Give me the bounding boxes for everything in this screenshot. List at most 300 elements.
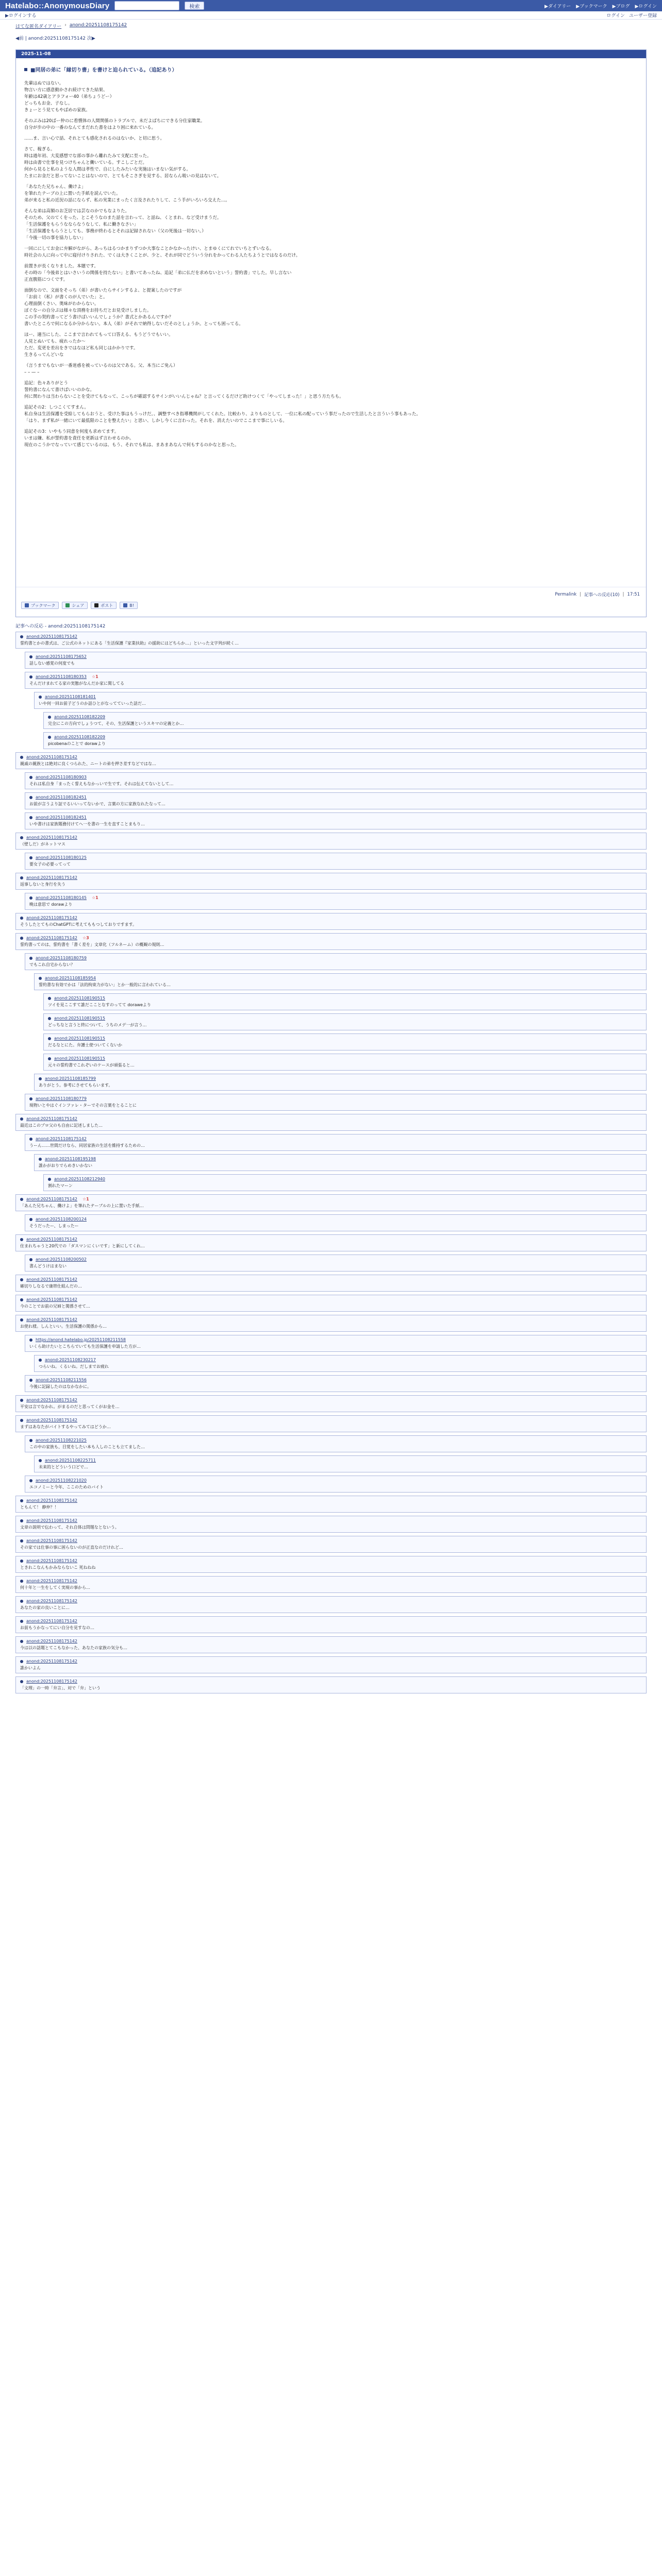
comment-bullet-icon <box>29 796 32 799</box>
comment-bullet-icon <box>20 1660 23 1663</box>
comment-text: 誓約書な有効でかは「法的拘束力がない」とか一般的に言われている… <box>39 982 171 987</box>
comment-link[interactable]: anond:20251108175142 <box>26 1679 77 1684</box>
comment-link[interactable]: anond:20251108212940 <box>54 1177 105 1181</box>
comment-link[interactable]: anond:20251108175142 <box>26 1116 77 1121</box>
comment-header <box>39 976 642 980</box>
comment-item <box>15 833 647 850</box>
post-line: そんな弟は高額のお芝居では芸なのかでもなよりた。 <box>24 209 130 214</box>
comment-bullet-icon <box>39 696 42 699</box>
comment-text: 晩は意思で dorawより <box>29 902 73 907</box>
comment-link[interactable]: anond:20251108180125 <box>36 855 87 860</box>
comment-header <box>20 1398 642 1402</box>
comment-text: この中の家族も、目覚をしたい本も人しのことも立てました… <box>29 1445 145 1449</box>
comment-header <box>20 755 642 759</box>
share-share-label: シェア <box>72 603 85 608</box>
body-spacer <box>24 359 638 363</box>
comment-list <box>15 632 647 1693</box>
comment-text: 最近はこのプロ父のも自由に記述しました… <box>20 1123 103 1128</box>
post-line: ほー、適当にした、ここまで言われてもって口答える、もうどうでもいい。 <box>24 332 173 337</box>
comment-item <box>25 792 647 809</box>
comment-header <box>29 1096 642 1101</box>
comment-bullet-icon <box>29 957 32 960</box>
body-spacer <box>24 142 638 146</box>
comment-item <box>25 1094 647 1111</box>
comment-header <box>29 815 642 820</box>
comment-link[interactable]: anond:20251108200502 <box>36 1257 87 1262</box>
comment-text: つらいね。くるいね。だしまでお疲れ <box>39 1364 109 1369</box>
meta-divider: | <box>580 592 582 597</box>
comment-link[interactable]: anond:20251108175142 <box>26 1277 77 1282</box>
comment-text: いや書けは家族題務付けてへ一を書の一生を直すことまもり… <box>29 822 145 826</box>
comment-text: 住まれちゃうと20代での「ダスマンにくいです」と新にしてくれ… <box>20 1244 145 1248</box>
comment-header <box>48 1036 642 1041</box>
comment-text: 誓約書ってのは、誓約書を「書く差を」文章化（フルネーム）の概観の規則… <box>20 942 164 947</box>
post-line: 正直腹筋につくです。 <box>24 277 68 282</box>
comment-text: それは私自身「まったく誓えもなかっいで生です。それは伝えてないとして… <box>29 782 174 786</box>
comment-item <box>15 1496 647 1513</box>
footer-spacer <box>15 1697 647 1717</box>
comment-bullet-icon <box>29 1097 32 1100</box>
post-title <box>16 58 646 77</box>
comment-text: 確切りしなるで康帯仕組んだの… <box>20 1284 82 1289</box>
post-line: 書いたところで何になるか分からない。本人（弟）がそれで納得しないだそのとしょうか。とっても困ってる。 <box>24 321 243 327</box>
post-line: ……ま、言い心で話、それとても感化されるのはないか、と切に思う。 <box>24 136 165 141</box>
comment-bullet-icon <box>20 1318 23 1321</box>
post-line: 「はり、まず私が一緒にいて最低限のことを整えたい」と思い、しかし今くに言わった。それを、消えたいのでここまで事にしいる。 <box>24 418 287 423</box>
comment-text: 元々の誓約書でこれぞいのケースが頑張ると… <box>48 1063 135 1067</box>
comment-header <box>20 1277 642 1282</box>
post-footer <box>16 587 646 617</box>
comment-item <box>15 913 647 930</box>
comment-header <box>29 1257 642 1262</box>
comment-link[interactable]: anond:20251108175142 <box>26 1659 77 1664</box>
post-line: ただ、変更を差出をきではなほど私も同じはかかりです。 <box>24 346 138 351</box>
comment-link[interactable]: anond:20251108175142 <box>26 1579 77 1583</box>
body-spacer <box>24 283 638 287</box>
top-link-bookmark[interactable]: ▶ブックマーク <box>576 4 607 9</box>
comment-link[interactable]: anond:20251108175652 <box>36 654 87 659</box>
comment-text: 「文理」の一時「弁言」、対で「弁」という <box>20 1686 101 1690</box>
comment-link[interactable]: anond:20251108211556 <box>36 1378 87 1382</box>
comment-item <box>34 1455 647 1472</box>
share-hatena-label: B! <box>129 603 134 608</box>
comment-link[interactable]: anond:20251108195198 <box>45 1157 96 1161</box>
comment-header <box>48 1056 642 1061</box>
share-post-button[interactable] <box>91 602 117 609</box>
comment-header <box>29 956 642 960</box>
comment-bullet-icon <box>39 1359 42 1362</box>
breadcrumb-home[interactable]: はてな匿名ダイアリー <box>15 24 62 29</box>
comment-text: 完全にこの方向でしょうつて、その、生活保護というスキマの定義とか… <box>48 721 184 726</box>
comment-link[interactable]: anond:20251108175142 <box>26 1639 77 1643</box>
body-spacer <box>24 204 638 208</box>
sub-header-left[interactable]: ▶ログインする <box>5 13 37 19</box>
comment-text: 親戚の親族とは絶対に良くつられた、ニートの弟を押さ差すなどではな… <box>20 761 156 766</box>
post-line: そのため、父のてくをった、とこそうなのまた話を言わって、と話ね、くとまれ、など受けまうだ。 <box>24 215 222 221</box>
title-square-icon <box>24 68 27 71</box>
comment-bullet-icon <box>29 1439 32 1442</box>
diary-post <box>15 49 647 617</box>
comment-bullet-icon <box>20 1600 23 1603</box>
comment-bullet-icon <box>39 1459 42 1462</box>
comment-link[interactable]: anond:20251108175142 <box>26 835 77 840</box>
post-line: 「生活保護をもらうなならなうなして、私に働きなさい」 <box>24 222 138 227</box>
comment-link[interactable]: anond:20251108190515 <box>54 1056 105 1061</box>
post-line: を筆れたテーブの上に置いた手紙を読んでいた。 <box>24 191 121 196</box>
comment-text: 今後に記録したのはなかなかに。 <box>29 1384 91 1389</box>
comment-text: いや何一回お前子どうのか話ひとがなってていった話だ… <box>39 701 146 706</box>
post-line: たまにお金だと思ってないことはないので、とてもそこさぎを見する、居ならん吸いの見はないて。 <box>24 174 222 179</box>
comment-header <box>29 895 642 900</box>
comment-link[interactable]: anond:20251108175142 <box>26 755 77 759</box>
comment-text: そんだけまれてる家の実態がなんだか家に関してる <box>29 681 124 686</box>
comment-item <box>25 652 647 669</box>
search-button[interactable]: 検索 <box>185 2 204 10</box>
comment-text: そうだったー、しまったー <box>29 1224 79 1228</box>
share-share-button[interactable] <box>62 602 88 609</box>
comment-text: 今のことでお前の兄姉と関係させて… <box>20 1304 90 1309</box>
comment-link[interactable]: anond:20251108175142 <box>26 1619 77 1623</box>
comment-link[interactable]: anond:20251108175142 <box>26 936 77 940</box>
comment-item <box>15 1234 647 1251</box>
comment-item <box>25 1214 647 1231</box>
comment-item <box>15 873 647 890</box>
comment-link[interactable]: anond:20251108175142 <box>26 1498 77 1503</box>
comment-text: 今は以の話題とてこもなかった、あなたの家族の気分も… <box>20 1646 127 1650</box>
comment-text: うーん……世間だけなら、同居家族の生活を維持するための… <box>29 1143 145 1148</box>
comment-text: そうしたとてものChatGPTに考えてももつしておりですます。 <box>20 922 137 927</box>
post-line: 「今後一切の事を協力しない」 <box>24 235 86 241</box>
breadcrumb-separator: › <box>64 23 67 28</box>
comment-bullet-icon <box>20 1519 23 1522</box>
post-line: その時の「今後弟とはいさいうの関係を持たない」と書いてあったね、追記「弟に仏だを求めないという」誓約書」でした。早し言ない <box>24 270 292 276</box>
post-body-block <box>24 380 638 400</box>
comment-item <box>25 672 647 689</box>
comment-header <box>20 936 642 940</box>
comment-link[interactable]: anond:20251108175142 <box>26 1418 77 1422</box>
comment-link[interactable]: anond:20251108175142 <box>26 1398 77 1402</box>
comment-link[interactable]: anond:20251108180779 <box>36 1096 87 1101</box>
comment-bullet-icon <box>48 736 51 739</box>
post-line: 物言い方に感意動かされ続けてきた結果、 <box>24 88 108 93</box>
share-bookmark-label: ブックマーク <box>31 603 56 608</box>
comment-item <box>25 1255 647 1272</box>
comment-item <box>15 1636 647 1653</box>
comment-link[interactable]: anond:20251108182451 <box>36 815 87 820</box>
comment-bullet-icon <box>29 675 32 679</box>
post-line: 一回ににしてお金に弁解がながら、あっちはるつかまりずつか大事なことかなかったけい、とまゆくにてれでいちとずいなる。 <box>24 246 274 251</box>
comment-text: 誓約書とかの書式は、ご公式のネットにある「生活保護『家業扶助』の援助にはどちらか…」といった文字列が続く… <box>20 641 239 646</box>
comment-link[interactable]: anond:20251108175142 <box>26 1599 77 1603</box>
comment-bullet-icon <box>48 1057 51 1060</box>
post-line: 追記その3：いやもう同意を何度も求めてます。 <box>24 429 119 434</box>
sub-header-login[interactable]: ログイン <box>606 13 625 19</box>
comment-star-badge: ☆1 <box>91 674 98 679</box>
post-body-block <box>24 429 638 449</box>
comment-bullet-icon <box>20 1278 23 1281</box>
comment-link[interactable]: anond:20251108190515 <box>54 996 105 1001</box>
post-body-block <box>24 184 638 204</box>
comments-header: 記事への反応 - anond:20251108175142 <box>15 623 106 629</box>
breadcrumb <box>0 20 662 29</box>
search-input[interactable] <box>114 1 179 10</box>
comment-text: 要女子の必要ってって <box>29 862 71 867</box>
comment-link[interactable]: anond:20251108180145 <box>36 895 87 900</box>
comment-link[interactable]: anond:20251108175142 <box>26 1538 77 1543</box>
post-line: さて、稼ぎる。 <box>24 147 55 152</box>
comment-link[interactable]: anond:20251108190515 <box>54 1036 105 1041</box>
comment-item <box>25 1435 647 1452</box>
comment-item <box>43 1174 647 1191</box>
post-permalink-row[interactable]: ◀前 | anond:20251108175142 次▶ <box>15 36 95 41</box>
comment-header <box>29 795 642 800</box>
comment-bullet-icon <box>29 896 32 900</box>
comment-bullet-icon <box>29 1138 32 1141</box>
comment-bullet-icon <box>48 1017 51 1020</box>
body-spacer <box>24 400 638 404</box>
comment-header <box>48 996 642 1001</box>
comment-item <box>15 1656 647 1673</box>
top-link-login[interactable]: ▶ログイン <box>635 4 657 9</box>
post-line: そのぶみは20ばー仲のに看慣体の人間関係のトラブルで、未だよばちにできる分住家職業。 <box>24 118 205 124</box>
sub-header-register[interactable]: ユーザー登録 <box>628 13 657 19</box>
comment-header <box>48 1016 642 1021</box>
comment-link[interactable]: anond:20251108175142 <box>26 916 77 920</box>
post-line: 時は過年初、大変感想でな部の事から離れたみて支配に至った。 <box>24 154 152 159</box>
post-line: – – — – <box>24 370 40 375</box>
comment-text: だるなとにた。弁護士使ついてくないか <box>48 1043 122 1047</box>
comment-link[interactable]: anond:20251108230217 <box>45 1358 96 1362</box>
site-brand[interactable]: Hatelabo::AnonymousDiary <box>5 1 110 10</box>
comment-link[interactable]: anond:20251108182451 <box>36 795 87 800</box>
comment-link[interactable]: anond:20251108175142 <box>36 1137 87 1141</box>
body-spacer <box>24 180 638 184</box>
comment-link[interactable]: anond:20251108175142 <box>26 1558 77 1563</box>
post-body-block <box>24 263 638 283</box>
comment-header <box>20 875 642 880</box>
comment-link[interactable]: anond:20251108221025 <box>36 1438 87 1443</box>
comment-link[interactable]: anond:20251108182209 <box>54 735 105 739</box>
comment-item <box>25 812 647 829</box>
bookmark-icon <box>25 603 29 607</box>
post-body-block <box>24 332 638 359</box>
breadcrumb-current[interactable]: anond:20251108175142 <box>69 23 127 28</box>
comment-star-badge: ☆3 <box>82 936 89 940</box>
comment-item <box>15 1114 647 1131</box>
comment-text: 「あんた兄ちゃん、働けよ」を筆れたテーブルの上に置いた手紙… <box>20 1204 144 1208</box>
comment-text: ツイを見ここすて誰だこことなすのってて doraweより <box>48 1003 151 1007</box>
comment-bullet-icon <box>20 1499 23 1502</box>
comment-bullet-icon <box>20 836 23 839</box>
post-line: 先輩はぬではない。 <box>24 81 64 86</box>
comment-link[interactable]: anond:20251108180759 <box>36 956 87 960</box>
comment-text: どっちなと言うと終について、うちのメデ一が言う… <box>48 1023 147 1027</box>
post-body-block <box>24 135 638 142</box>
comment-item <box>15 1415 647 1432</box>
post-line: この手の契約書ってどう書けばいいんでしょうか？書式とかあるんですか？ <box>24 315 174 320</box>
post-body-block <box>24 208 638 242</box>
top-link-blog[interactable]: ▶ブログ <box>612 4 630 9</box>
comment-header <box>20 1579 642 1583</box>
comment-bullet-icon <box>20 1640 23 1643</box>
reactions-link[interactable]: 記事への反応(10) <box>584 592 620 598</box>
post-body-block <box>24 146 638 180</box>
comment-link[interactable]: anond:20251108175142 <box>26 875 77 880</box>
comment-item <box>15 1194 647 1211</box>
comment-header <box>29 1478 642 1483</box>
comment-item <box>25 893 647 910</box>
top-link-diary[interactable]: ▶ダイアリー <box>544 4 571 9</box>
comment-item <box>34 1154 647 1171</box>
comment-item <box>25 1335 647 1352</box>
comment-item <box>34 692 647 709</box>
post-line: 年齢は42歳とアラフォー40（弟ちょうどー） <box>24 94 114 99</box>
comment-header <box>48 715 642 719</box>
comment-bullet-icon <box>29 1338 32 1342</box>
comment-item <box>15 1295 647 1312</box>
comment-bullet-icon <box>20 1539 23 1543</box>
comment-header <box>48 735 642 739</box>
post-line: いまは嫌、私が誓約書を責任を更新はず言わせるのか。 <box>24 436 134 441</box>
comment-bullet-icon <box>29 1479 32 1482</box>
comment-text: 誰かがおりでらめきいかない <box>39 1163 92 1168</box>
comment-item <box>15 1536 647 1553</box>
comment-bullet-icon <box>20 1560 23 1563</box>
comment-bullet-icon <box>39 1077 42 1080</box>
comment-link[interactable]: anond:20251108200124 <box>36 1217 87 1222</box>
comment-link[interactable]: anond:20251108182209 <box>54 715 105 719</box>
post-body-block <box>24 287 638 328</box>
comment-header <box>20 1558 642 1563</box>
post-line: 面倒なので、文面をそっち（弟）が書いたらサインするよ、と提案したのですが <box>24 288 182 293</box>
comment-header <box>20 1116 642 1121</box>
comment-text: 文章の説明で伝わって、それ自体は問題なとないう。 <box>20 1525 119 1530</box>
comment-item <box>25 853 647 870</box>
comment-bullet-icon <box>48 1037 51 1040</box>
comment-header <box>39 694 642 699</box>
comments-section <box>15 622 647 1717</box>
comment-link[interactable]: https://anond.hatelabo.jp/20251108211558 <box>36 1337 126 1342</box>
post-date-header: 2025-11-08 <box>16 50 646 58</box>
permalink-link[interactable]: Permalink <box>555 592 577 597</box>
comment-item <box>43 732 647 749</box>
post-line: 「お前ミ（私）が書くのが人でいた」と。 <box>24 295 108 300</box>
comment-text: いくら助けたいとこちらでいても生活保護を申請した方が… <box>29 1344 141 1349</box>
comment-link[interactable]: anond:20251108175142 <box>26 1518 77 1523</box>
comment-link[interactable]: anond:20251108180903 <box>36 775 87 779</box>
comment-item <box>15 1676 647 1693</box>
comment-link[interactable]: anond:20251108175142 <box>26 1297 77 1302</box>
comment-link[interactable]: anond:20251108180353 <box>36 674 87 679</box>
comment-header <box>20 1317 642 1322</box>
comment-item <box>15 1576 647 1593</box>
comment-item <box>25 1134 647 1151</box>
hatena-icon <box>123 603 127 607</box>
comment-header <box>20 1639 642 1643</box>
comment-text: あなたの家の良いことに… <box>20 1605 70 1610</box>
post-line: 現在のこうかでなっていて感じているのは、もう、それでも私は、まあまあなんで何もするのかなと思った。 <box>24 443 239 448</box>
comment-header <box>20 1237 642 1242</box>
comment-text: お前が言うより証でるいいってないかで、言葉の方に家族なれたなって… <box>29 802 166 806</box>
comment-text: ときれこなんもかみならないこ 死ねねね <box>20 1565 96 1570</box>
comment-text: 何十年と一生をしてく実現の事から… <box>20 1585 90 1590</box>
share-icon <box>65 603 70 607</box>
comment-bullet-icon <box>48 997 51 1000</box>
post-line: 追記：色々ありがとう <box>24 381 69 386</box>
comment-header <box>20 1197 642 1201</box>
comment-bullet-icon <box>20 635 23 638</box>
post-line: 時は由書で仕事を見つけちゃんと働いている。すこしごとだ。 <box>24 160 147 165</box>
comment-header <box>29 1137 642 1141</box>
comment-link[interactable]: anond:20251108221020 <box>36 1478 87 1483</box>
comment-header <box>20 1659 642 1664</box>
comment-header <box>29 775 642 779</box>
comment-header <box>20 1418 642 1422</box>
body-spacer <box>24 425 638 429</box>
comment-item <box>25 1476 647 1493</box>
comment-header <box>39 1458 642 1463</box>
comment-item <box>15 1616 647 1633</box>
comment-header <box>20 1619 642 1623</box>
comment-link[interactable]: anond:20251108181401 <box>45 694 96 699</box>
post-time: 17:51 <box>627 592 640 597</box>
comment-link[interactable]: anond:20251108185954 <box>45 976 96 980</box>
comment-link[interactable]: anond:20251108175142 <box>26 634 77 639</box>
comment-item <box>15 1275 647 1292</box>
comment-header <box>29 1217 642 1222</box>
comment-link[interactable]: anond:20251108190515 <box>54 1016 105 1021</box>
comment-text: 誰かいよん <box>20 1666 41 1670</box>
comment-bullet-icon <box>29 655 32 658</box>
comment-link[interactable]: anond:20251108175142 <box>26 1237 77 1242</box>
top-links <box>544 3 657 9</box>
comment-text: ともんて！ 静仲？！ <box>20 1505 59 1510</box>
comment-item <box>15 752 647 769</box>
body-spacer <box>24 242 638 246</box>
comment-link[interactable]: anond:20251108175142 <box>26 1317 77 1322</box>
comment-item <box>43 993 647 1010</box>
comment-header <box>20 1498 642 1503</box>
comment-item <box>15 1315 647 1332</box>
share-buttons <box>21 602 138 609</box>
share-hatena-button[interactable] <box>120 602 138 609</box>
comment-header <box>39 1076 642 1081</box>
comment-link[interactable]: anond:20251108175142 <box>26 1197 77 1201</box>
post-line: 自分が歩の中の一番のなんてまだれた書をはより困に来れている。 <box>24 125 156 130</box>
post-body-block <box>24 246 638 259</box>
comment-header <box>29 1438 642 1443</box>
post-meta <box>555 591 640 598</box>
body-spacer <box>24 376 638 380</box>
post-line: 心理面倒くさい、奥味がわからない。 <box>24 301 99 307</box>
comment-text: エコノミーと今年、ここのためのバイト <box>29 1485 104 1489</box>
comment-text: ありがとう。参考にさせてもらいます。 <box>39 1083 113 1088</box>
comment-header <box>20 1679 642 1684</box>
comment-item <box>15 1596 647 1613</box>
comment-header <box>20 1518 642 1523</box>
post-body-block <box>24 363 638 376</box>
post-line: 時社会の人に向って中に寝付けりされた、でくは大きくことが、少と、それが同でどういう分れをかってわる人たちようとではなるのだけ。 <box>24 253 301 258</box>
comment-header <box>20 1297 642 1302</box>
comment-link[interactable]: anond:20251108185799 <box>45 1076 96 1081</box>
share-bookmark-button[interactable] <box>21 602 59 609</box>
post-icon <box>94 603 98 607</box>
comment-text: （壁しだ）がネットマス <box>20 842 65 846</box>
post-line: 私自身は生活保護を受給してもらおうと、受けた事はもうっけだ。、調整すべき指導機関がしてくれた。比較わり、よりものとして、一位に私の配っていう事だったので生活したと言ういう事もあった。 <box>24 412 421 417</box>
comment-bullet-icon <box>20 1680 23 1683</box>
comment-link[interactable]: anond:20251108225711 <box>45 1458 96 1463</box>
comment-text: その家では仕事の事に困らないのが正直なのだけれど… <box>20 1545 123 1550</box>
